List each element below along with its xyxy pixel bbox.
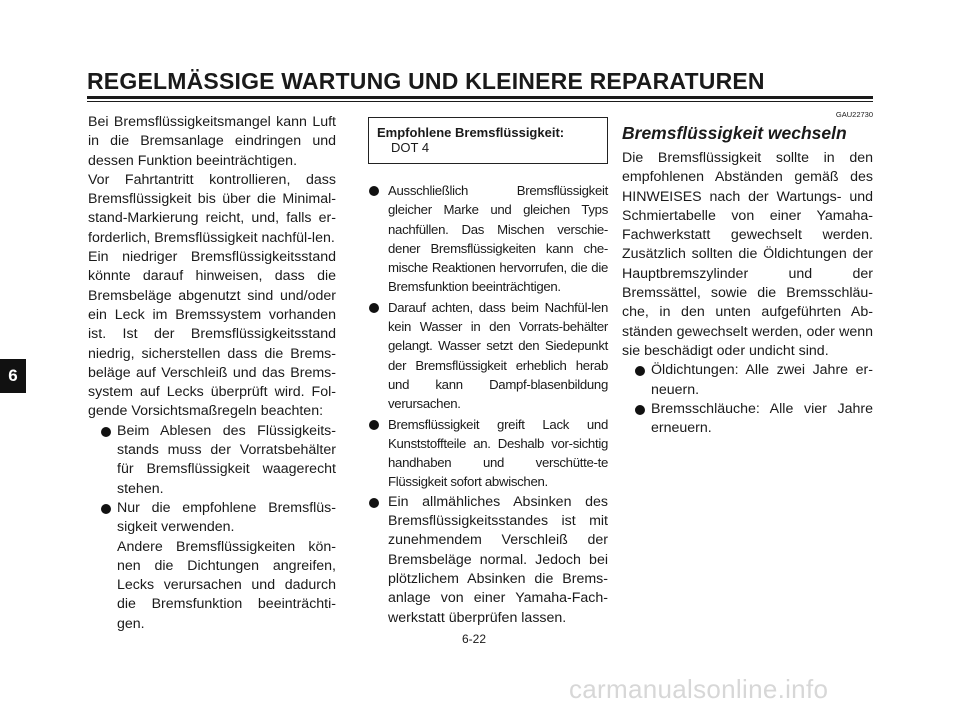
- list-item: [634, 400, 873, 439]
- section-heading: Bremsflüssigkeit wechseln: [622, 123, 847, 143]
- page-title: REGELMÄSSIGE WARTUNG UND KLEINERE REPARATUREN: [87, 68, 765, 94]
- chapter-tab: 6: [0, 359, 26, 393]
- list-item: [368, 493, 608, 628]
- list-item: [100, 422, 336, 499]
- section-code: GAU22730: [835, 110, 873, 119]
- header-rule: [87, 96, 873, 99]
- watermark: carmanualsonline.info: [569, 674, 829, 704]
- column-right: [622, 110, 873, 438]
- paragraph: Ein niedriger Bremsflüssigkeitsstand könnte darauf hinweisen, dass die Bremsbeläge abgenutzt sind und/oder ein Leck im Bremssystem vorhanden ist. Ist der Bremsflüssigkeitsstand niedrig, sicherstellen dass die Brems-beläge auf Verschleiß und das Brems-system auf Lecks überprüft wird. Fol-gende Vorsichtsmaßregeln beachten:: [88, 249, 336, 420]
- list-item: [368, 181, 608, 297]
- list-item: [100, 499, 336, 634]
- list-item-text: Darauf achten, dass beim Nachfül-len kein Wasser in den Vorrats-behälter gelangt. Wasser setzt den Siedepunkt der Bremsflüssigkeit erheblich herab und kann Dampf-blasenbildung verursachen.: [388, 299, 608, 412]
- spec-label: Empfohlene Bremsflüssigkeit:: [377, 125, 565, 140]
- column-middle: [368, 117, 608, 629]
- bullet-icon: [101, 427, 111, 437]
- replacement-list: [634, 361, 873, 438]
- list-item-text: Beim Ablesen des Flüssigkeits-stands muss der Vorratsbehälter für Bremsflüssigkeit waagerecht stehen.: [117, 422, 336, 497]
- list-item-text: Ausschließlich Bremsflüssigkeit gleicher Marke und gleichen Typs nachfüllen. Das Mischen verschie-dener Bremsflüssigkeiten kann che-mische Reaktionen hervorrufen, die die Bremsfunktion beeinträchtigen.: [388, 183, 608, 295]
- bullet-icon: [369, 498, 379, 508]
- bullet-icon: [101, 504, 111, 514]
- paragraph: Bei Bremsflüssigkeitsmangel kann Luft in die Bremsanlage eindringen und dessen Funktion beeinträchtigen.: [88, 114, 336, 169]
- spec-box: [368, 117, 608, 164]
- brake-fluid-list: [368, 181, 608, 628]
- bullet-icon: [635, 366, 645, 376]
- list-item: [368, 415, 608, 492]
- paragraph: Vor Fahrtantritt kontrollieren, dass Bremsflüssigkeit bis über die Minimal-stand-Markierung reicht, und, falls er-forderlich, Bremsflüssigkeit nachfül-len.: [88, 171, 336, 246]
- paragraph: Die Bremsflüssigkeit sollte in den empfohlenen Abständen gemäß des HINWEISES nach der Wartungs- und Schmiertabelle von einer Yamaha-Fachwerkstatt gewechselt werden. Zusätzlich sollten die Öldichtungen der Hauptbremszylinder und der Bremssättel, sowie die Bremsschläu-che, in den unten aufgeführten Ab-ständen gewechselt werden, oder wenn sie beschädigt oder undicht sind.: [622, 150, 873, 359]
- bullet-icon: [369, 420, 379, 430]
- list-item-note: Andere Bremsflüssigkeiten kön-nen die Dichtungen angreifen, Lecks verursachen und dadurch die Bremsfunktion beeinträchti-gen.: [117, 538, 336, 632]
- list-item-text: Bremsschläuche: Alle vier Jahre erneuern.: [651, 400, 873, 437]
- bullet-icon: [635, 405, 645, 415]
- list-item-text: Nur die empfohlene Bremsflüs-sigkeit verwenden.: [117, 499, 336, 536]
- list-item-text: Öldichtungen: Alle zwei Jahre er-neuern.: [651, 362, 873, 398]
- spec-value: DOT 4: [391, 140, 430, 155]
- page-number: 6-22: [462, 632, 487, 646]
- column-left: [88, 113, 336, 634]
- list-item-text: Bremsflüssigkeit greift Lack und Kunststoffteile an. Deshalb vor-sichtig handhaben und verschütte-te Flüssigkeit sofort abwischen.: [388, 416, 608, 490]
- bullet-icon: [369, 186, 379, 196]
- list-item: [368, 298, 608, 414]
- header-rule-thin: [87, 101, 873, 102]
- list-item-text: Ein allmähliches Absinken des Bremsflüssigkeitsstandes ist mit zunehmendem Verschleiß der Bremsbeläge normal. Jedoch bei plötzlichem Absinken die Brems-anlage von einer Yamaha-Fach-werkstatt überprüfen lassen.: [388, 493, 608, 626]
- list-item: [634, 361, 873, 400]
- precaution-list: [100, 422, 336, 634]
- bullet-icon: [369, 303, 379, 313]
